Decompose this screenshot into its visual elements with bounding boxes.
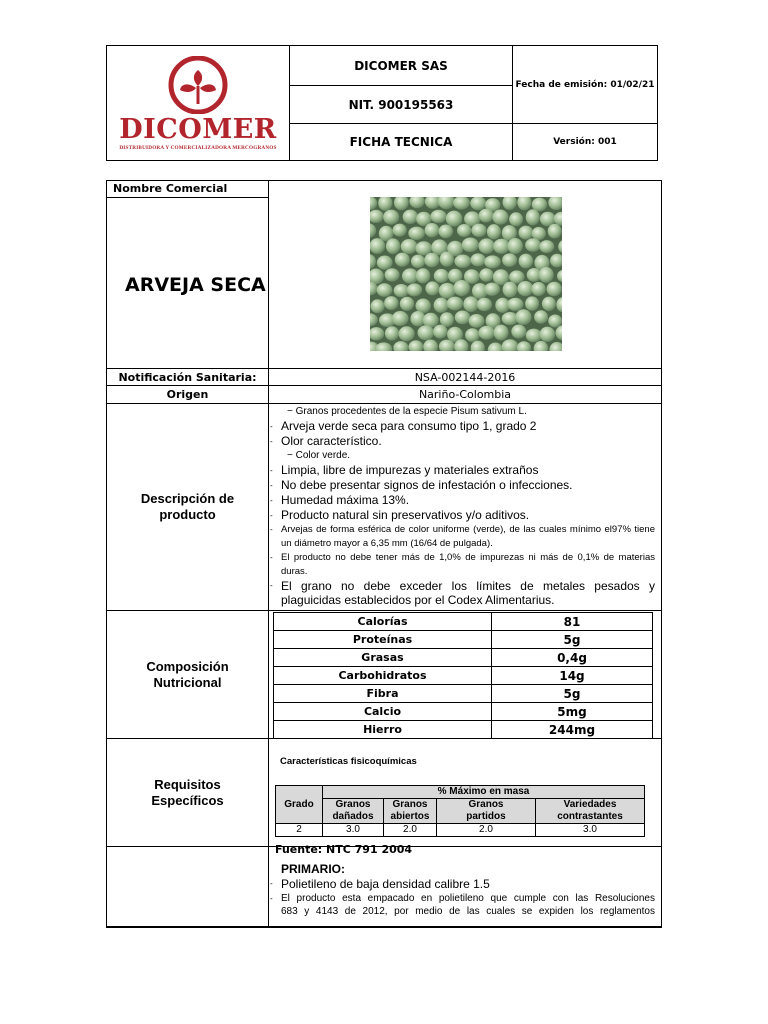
description-item: − Granos procedentes de la especie Pisum sativum L. (287, 406, 527, 417)
description-item: - Limpia, libre de impurezas y materiales extraños (275, 463, 655, 478)
issue-date: 01/02/21 (610, 79, 655, 90)
source-note: Fuente: NTC 791 2004 (275, 843, 413, 856)
table-row: Hierro 244mg (274, 721, 653, 739)
physchem-table (275, 785, 645, 837)
document-type: FICHA TECNICA (290, 124, 513, 160)
col-damaged: Granos dañados (323, 799, 384, 824)
description-label: Descripción de producto (107, 404, 269, 610)
sanitary-notification-label: Notificación Sanitaria: (107, 369, 269, 385)
sanitary-notification-value: NSA-002144-2016 (414, 370, 516, 384)
dried-peas-photo (370, 197, 562, 351)
version-number: 001 (598, 137, 617, 147)
group-header: % Máximo en masa (323, 786, 645, 799)
packaging-title: PRIMARIO: (281, 862, 345, 876)
col-open: Granos abiertos (384, 799, 437, 824)
packaging-row (107, 847, 661, 927)
version-label: Versión: (553, 137, 595, 147)
packaging-cell (269, 847, 661, 926)
header-table (106, 45, 658, 161)
packaging-item: - Polietileno de baja densidad calibre 1.5 (275, 876, 655, 892)
nutrition-cell (269, 611, 661, 738)
logo-subtitle: DISTRIBUIDORA Y COMERCIALIZADORA MERCOGRANOS (119, 144, 277, 151)
nutrition-table (273, 612, 653, 739)
description-cell (269, 404, 661, 610)
product-name-label-cell (107, 181, 269, 368)
table-row (276, 786, 645, 799)
description-item: - Olor característico. (275, 434, 655, 449)
table-row: Proteínas 5g (274, 631, 653, 649)
description-item: - Arvejas de forma esférica de color uniforme (verde), de las cuales mínimo el97% tiene un diámetro mayor a 6,35 mm (16/64 de pulgada). (275, 523, 655, 551)
description-item: - Arveja verde seca para consumo tipo 1, grado 2 (275, 419, 655, 434)
table-row: Fibra 5g (274, 685, 653, 703)
origin-row (107, 386, 661, 404)
table-row: Grasas 0,4g (274, 649, 653, 667)
requirements-label: Requisitos Específicos (107, 739, 269, 846)
sanitary-notification-row (107, 369, 661, 386)
version-cell (513, 124, 657, 160)
description-item: - El producto no debe tener más de 1,0% de impurezas ni más de 0,1% de materias duras. (275, 551, 655, 579)
table-row: Calcio 5mg (274, 703, 653, 721)
product-name-row (107, 181, 661, 369)
table-row: Carbohidratos 14g (274, 667, 653, 685)
packaging-item-continued: 683 y 4143 de 2012, por medio de las cuales se expiden los reglamentos (281, 906, 655, 917)
origin-value: Nariño-Colombia (418, 388, 512, 401)
packaging-list (275, 862, 655, 917)
logo-emblem-icon (167, 56, 229, 114)
nutrition-row (107, 611, 661, 739)
logo-wordmark: DICOMER (119, 113, 277, 145)
col-varieties: Variedades contrastantes (536, 799, 645, 824)
company-logo (107, 46, 290, 160)
packaging-label-cell (107, 847, 269, 926)
description-item: - Humedad máxima 13%. (275, 493, 655, 508)
packaging-item: - El producto esta empacado en polietileno que cumple con las Resoluciones (275, 892, 655, 906)
description-item: - No debe presentar signos de infestación o infecciones. (275, 478, 655, 493)
physchem-title: Características fisicoquímicas (280, 756, 417, 767)
description-item: - El grano no debe exceder los límites de metales pesados y plaguicidas establecidos por el Codex Alimentarius. (275, 579, 655, 607)
issue-date-label: Fecha de emisión: (515, 79, 608, 90)
company-name: DICOMER SAS (290, 46, 513, 86)
table-row (276, 799, 645, 824)
col-grade: Grado (276, 786, 323, 824)
table-row: 2 3.0 2.0 2.0 3.0 (276, 824, 645, 837)
origin-label: Origen (107, 386, 269, 403)
requirements-row (107, 739, 661, 856)
company-nit: NIT. 900195563 (290, 86, 513, 124)
table-row: Calorías 81 (274, 613, 653, 631)
issue-date-cell (513, 46, 657, 124)
description-row (107, 404, 661, 611)
nutrition-label: Composición Nutricional (107, 611, 269, 738)
description-list (275, 405, 655, 607)
product-name: ARVEJA SECA (125, 274, 266, 296)
col-split: Granos partidos (437, 799, 536, 824)
commercial-name-label: Nombre Comercial (107, 181, 268, 198)
requirements-cell (269, 739, 661, 856)
description-item: − Color verde. (287, 450, 351, 461)
product-photo-cell (269, 181, 661, 368)
spec-table (106, 180, 662, 928)
description-item: - Producto natural sin preservativos y/o aditivos. (275, 508, 655, 523)
